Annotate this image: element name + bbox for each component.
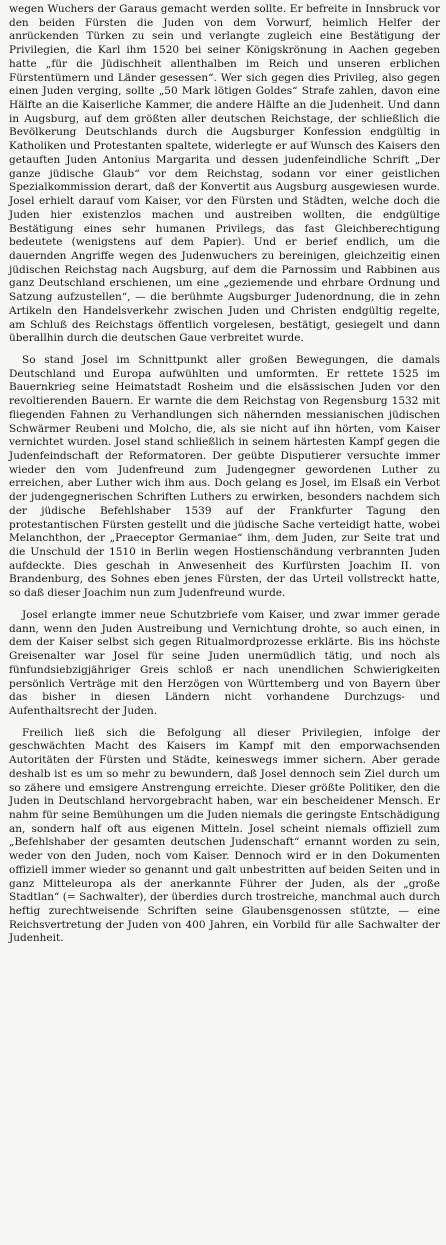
paragraph-josel-schnittpunkt: So stand Josel im Schnittpunkt aller großen Bewegungen, die damals Deutschland und Europa aufwühlten und umformten. Er rettete 1525 im Bauernkrieg seine Heimatstadt Rosheim und die elsässischen Juden vor den revoltierenden Bauern. Er warnte die dem Reichstag von Regensburg 1532 mit fliegenden Fahnen zu Verhandlungen sich nähernden messianischen jüdischen Schwärmer Reubeni und Molcho, die, als sie nicht auf ihn hörten, vom Kaiser vernichtet wurden. Josel stand schließlich in seinem härtesten Kampf gegen die Judenfeindschaft der Reformatoren. Der geübte Disputierer versuchte immer wieder den vom Judenfreund zum Judengegner gewordenen Luther zu erreichen, aber Luther wich ihm aus. Doch gelang es Josel, im Elsaß ein Verbot der judengegnerischen Schriften Luthers zu erwirken, besonders nachdem sich der jüdische Befehlshaber 1539 auf der Frankfurter Tagung den protestantischen Fürsten gestellt und die jüdische Sache verteidigt hatte, wobei Melanchthon, der „Praeceptor Germaniae“ ihm, dem Juden, zur Seite trat und die Unschuld der 1510 in Berlin wegen Hostienschändung verbrannten Juden aufdeckte. Dies geschah in Anwesenheit des Kurfürsten Joachim II. von Brandenburg, des Sohnes eben jenes Fürsten, der das Urteil vollstreckt hatte, so daß dieser Joachim nun zum Judenfreund wurde. <box>9 353 440 600</box>
paragraph-josel-augsburg: wegen Wuchers der Garaus gemacht werden sollte. Er befreite in Innsbruck vor den beiden Fürsten die Juden von dem Vorwurf, heimlich Helfer der anrückenden Türken zu sein und verlangte zugleich eine Bestätigung der Privilegien, die Karl ihm 1520 bei seiner Königskrönung in Aachen gegeben hatte „für die Jüdischheit allenthalben im Reich und unseren erblichen Fürstentümern und Länder gesessen“. Wer sich gegen dies Privileg, also gegen einen Juden verging, sollte „50 Mark lötigen Goldes“ Strafe zahlen, davon eine Hälfte an die Kaiserliche Kammer, die andere Hälfte an die Judenheit. Und dann in Augsburg, auf dem größten aller deutschen Reichstage, der schließlich die Bevölkerung Deutschlands durch die Augsburger Konfession endgültig in Katholiken und Protestanten spaltete, widerlegte er auf Wunsch des Kaisers den getauften Juden Antonius Margarita und dessen judenfeindliche Schrift „Der ganze jüdische Glaub“ vor dem Reichstag, sodann vor einer geistlichen Spezialkommission derart, daß der Konvertit aus Augsburg ausgewiesen wurde. Josel erhielt darauf vom Kaiser, vor den Fürsten und Städten, welche doch die Juden hier existenzlos machen und austreiben wollten, die endgültige Bestätigung eines sehr humanen Privilegs, das fast Gleichberechtigung bedeutete (wenigstens auf dem Papier). Und er berief endlich, um die dauernden Angriffe wegen des Judenwuchers zu bereinigen, gleichzeitig einen jüdischen Reichstag nach Augsburg, auf dem die Parnossim und Rabbinen aus ganz Deutschland erschienen, um eine „geziemende und ehrbare Ordnung und Satzung aufzustellen“, — die berühmte Augsburger Judenordnung, die in zehn Artikeln den Handelsverkehr zwischen Juden und Christen endgültig regelte, am Schluß des Reichstags öffentlich vorgelesen, bestätigt, gesiegelt und dann überallhin durch die deutschen Gaue verbreitet wurde. <box>9 3 440 345</box>
paragraph-josel-privilegien: Freilich ließ sich die Befolgung all dieser Privilegien, infolge der geschwächten Macht des Kaisers im Kampf mit den emporwachsenden Autoritäten der Fürsten und Städte, keineswegs immer sichern. Aber gerade deshalb ist es um so mehr zu bewundern, daß Josel dennoch sein Ziel durch um so zähere und emsigere Anstrengung erreichte. Dieser größte Politiker, den die Juden in Deutschland hervorgebracht haben, war ein bescheidener Mensch. Er nahm für seine Bemühungen um die Juden niemals die geringste Entschädigung an, sondern half oft aus eigenen Mitteln. Josel scheint niemals offiziell zum „Befehlshaber der gesamten deutschen Judenschaft“ ernannt worden zu sein, weder von den Juden, noch vom Kaiser. Dennoch wird er in den Dokumenten offiziell immer wieder so genannt und galt unbestritten auf beiden Seiten und in ganz Mitteleuropa als der anerkannte Führer der Juden, als der „große Stadtlan“ (= Sachwalter), der überdies durch trostreiche, manchmal auch durch heftig zurechtweisende Schriften seine Glaubensgenossen stützte, — eine Reichsvertretung der Juden von 400 Jahren, ein Vorbild für alle Sachwalter der Judenheit. <box>9 726 440 945</box>
paragraph-josel-schutzbriefe: Josel erlangte immer neue Schutzbriefe vom Kaiser, und zwar immer gerade dann, wenn den Juden Austreibung und Vernichtung drohte, so auch einen, in dem der Kaiser selbst sich gegen Ritualmordprozesse erklärte. Bis ins höchste Greisenalter war Josel für seine Juden unermüdlich tätig, und noch als fünfundsiebzigjähriger Greis schloß er nach unendlichen Schwierigkeiten persönlich Verträge mit den Herzögen von Württemberg und von Bayern über das bisher in diesen Ländern nicht vorhandene Durchzugs- und Aufenthaltsrecht der Juden. <box>9 608 440 717</box>
